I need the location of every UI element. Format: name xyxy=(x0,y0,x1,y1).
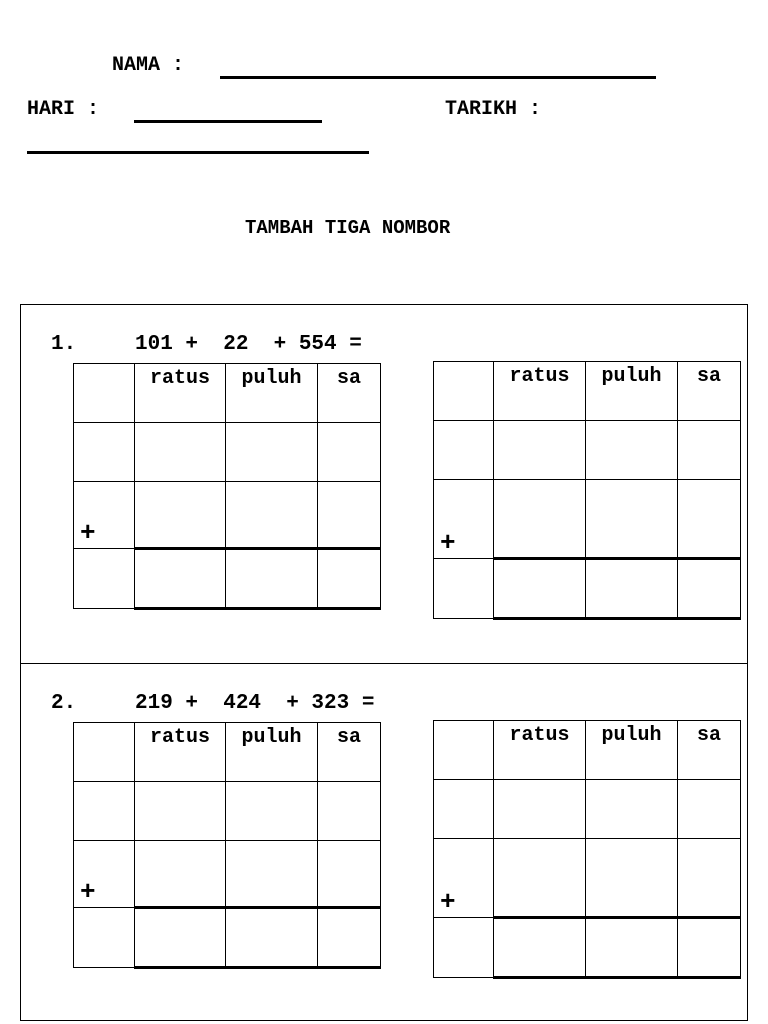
row-label-cell xyxy=(74,782,135,841)
answer-cell[interactable] xyxy=(318,908,381,968)
answer-cell[interactable] xyxy=(135,908,226,968)
column-header-ratus: ratus xyxy=(135,364,226,423)
grid-corner-cell xyxy=(434,721,494,780)
hari-line[interactable] xyxy=(134,120,322,123)
answer-cell[interactable] xyxy=(586,559,678,619)
tarikh-label: TARIKH : xyxy=(445,98,542,121)
grid-corner-cell xyxy=(74,364,135,423)
digit-cell[interactable] xyxy=(135,782,226,841)
plus-sign: + xyxy=(74,841,135,908)
problem-2-right-grid xyxy=(433,720,741,979)
answer-cell[interactable] xyxy=(135,549,226,609)
row-label-cell xyxy=(434,918,494,978)
answer-cell[interactable] xyxy=(586,918,678,978)
column-header-ratus: ratus xyxy=(135,723,226,782)
column-header-sa: sa xyxy=(318,364,381,423)
column-header-ratus: ratus xyxy=(494,362,586,421)
digit-cell[interactable] xyxy=(226,841,318,908)
tarikh-line[interactable] xyxy=(27,151,369,154)
digit-cell[interactable] xyxy=(135,423,226,482)
row-label-cell xyxy=(74,908,135,968)
problem-2-number: 2. xyxy=(51,692,77,715)
answer-cell[interactable] xyxy=(494,918,586,978)
column-header-puluh: puluh xyxy=(226,723,318,782)
digit-cell[interactable] xyxy=(586,839,678,918)
digit-cell[interactable] xyxy=(494,780,586,839)
problem-1-left-grid xyxy=(73,363,381,610)
digit-cell[interactable] xyxy=(135,841,226,908)
row-label-cell xyxy=(74,549,135,609)
digit-cell[interactable] xyxy=(586,480,678,559)
problem-1-number: 1. xyxy=(51,333,77,356)
plus-sign: + xyxy=(434,480,494,559)
row-label-cell xyxy=(434,421,494,480)
plus-sign: + xyxy=(74,482,135,549)
digit-cell[interactable] xyxy=(226,482,318,549)
digit-cell[interactable] xyxy=(318,841,381,908)
nama-line[interactable] xyxy=(220,76,656,79)
digit-cell[interactable] xyxy=(226,423,318,482)
hari-label: HARI : xyxy=(27,98,100,121)
row-label-cell xyxy=(74,423,135,482)
digit-cell[interactable] xyxy=(678,421,741,480)
digit-cell[interactable] xyxy=(678,780,741,839)
answer-cell[interactable] xyxy=(494,559,586,619)
digit-cell[interactable] xyxy=(318,782,381,841)
digit-cell[interactable] xyxy=(586,421,678,480)
answer-cell[interactable] xyxy=(226,549,318,609)
digit-cell[interactable] xyxy=(586,780,678,839)
column-header-puluh: puluh xyxy=(586,362,678,421)
row-label-cell xyxy=(434,780,494,839)
digit-cell[interactable] xyxy=(494,839,586,918)
problem-1-expression: 101 + 22 + 554 = xyxy=(135,333,362,356)
column-header-sa: sa xyxy=(678,721,741,780)
plus-sign: + xyxy=(434,839,494,918)
answer-cell[interactable] xyxy=(678,918,741,978)
worksheet-title: TAMBAH TIGA NOMBOR xyxy=(245,217,451,239)
answer-cell[interactable] xyxy=(318,549,381,609)
column-header-puluh: puluh xyxy=(586,721,678,780)
digit-cell[interactable] xyxy=(135,482,226,549)
answer-cell[interactable] xyxy=(226,908,318,968)
column-header-sa: sa xyxy=(678,362,741,421)
problem-2-expression: 219 + 424 + 323 = xyxy=(135,692,375,715)
grid-corner-cell xyxy=(74,723,135,782)
digit-cell[interactable] xyxy=(494,421,586,480)
problem-2-left-grid xyxy=(73,722,381,969)
digit-cell[interactable] xyxy=(678,839,741,918)
grid-corner-cell xyxy=(434,362,494,421)
nama-label: NAMA : xyxy=(112,54,185,77)
problem-1-right-grid xyxy=(433,361,741,620)
answer-cell[interactable] xyxy=(678,559,741,619)
column-header-sa: sa xyxy=(318,723,381,782)
digit-cell[interactable] xyxy=(494,480,586,559)
digit-cell[interactable] xyxy=(318,423,381,482)
column-header-puluh: puluh xyxy=(226,364,318,423)
digit-cell[interactable] xyxy=(318,482,381,549)
digit-cell[interactable] xyxy=(226,782,318,841)
digit-cell[interactable] xyxy=(678,480,741,559)
row-label-cell xyxy=(434,559,494,619)
column-header-ratus: ratus xyxy=(494,721,586,780)
